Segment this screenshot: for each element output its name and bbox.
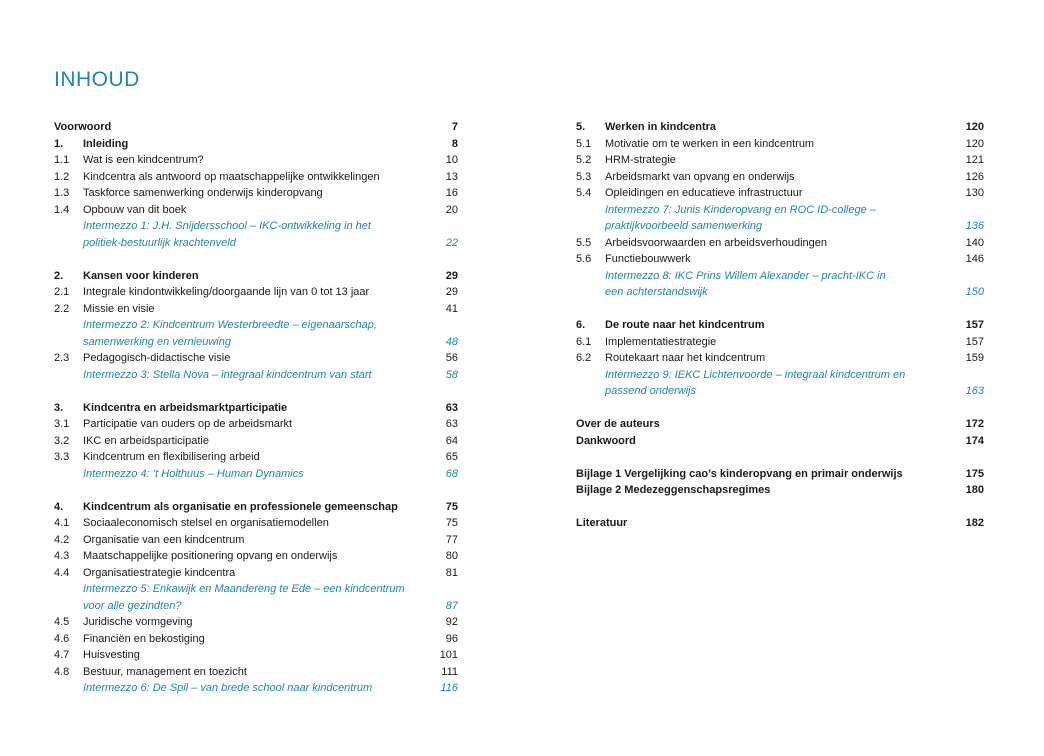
toc-section-entry <box>54 416 458 433</box>
toc-page-number: 29 <box>445 286 458 298</box>
toc-entry-number: 3. <box>54 401 64 414</box>
toc-entry-title: Juridische vormgeving <box>83 616 193 628</box>
toc-chapter-entry <box>576 119 984 136</box>
toc-entry-title: Intermezzo 5: Enkawijk en Maandereng te Ede – een kindcentrum <box>83 583 405 595</box>
toc-chapter-entry <box>576 317 984 334</box>
toc-entry-title: Maatschappelijke positionering opvang en onderwijs <box>83 550 338 562</box>
toc-page-number: 48 <box>445 335 458 348</box>
toc-entry-title: Dankwoord <box>576 434 636 447</box>
toc-page-number: 81 <box>445 566 458 579</box>
toc-entry-number: 6.1 <box>576 335 592 348</box>
toc-right-column <box>576 119 984 532</box>
toc-section-entry <box>54 664 458 681</box>
toc-entry-title: Bijlage 2 Medezeggenschapsregimes <box>576 484 771 496</box>
toc-entry-number: 1.1 <box>54 154 70 166</box>
toc-entry-number: 5.3 <box>576 170 592 183</box>
toc-entry-title: Intermezzo 2: Kindcentrum Westerbreedte – eigenaarschap, <box>83 319 377 331</box>
toc-entry-title: passend onderwijs <box>605 385 697 397</box>
toc-page-number: 101 <box>439 649 458 661</box>
toc-page-number: 182 <box>965 517 984 529</box>
toc-entry-title: De route naar het kindcentrum <box>605 319 765 331</box>
toc-entry-title: Bijlage 1 Vergelijking cao’s kinderopvang en primair onderwijs <box>576 467 903 480</box>
toc-intermezzo-line <box>576 218 984 235</box>
toc-intermezzo-line <box>576 268 984 285</box>
toc-page-number: 63 <box>445 401 458 414</box>
toc-page-number: 64 <box>445 434 458 447</box>
toc-section-entry <box>54 152 458 169</box>
toc-spacer <box>54 251 458 268</box>
toc-entry-title: voor alle gezindten? <box>83 599 182 612</box>
toc-entry-title: Taskforce samenwerking onderwijs kinderopvang <box>83 187 323 199</box>
toc-entry-title: Intermezzo 1: J.H. Snijdersschool – IKC-ontwikkeling in het <box>83 220 371 232</box>
toc-section-entry <box>54 565 458 582</box>
toc-page-number: 56 <box>445 352 458 364</box>
toc-entry-title: Intermezzo 3: Stella Nova – integraal kindcentrum van start <box>83 368 372 381</box>
toc-page-number: 121 <box>965 154 984 166</box>
toc-section-entry <box>54 515 458 532</box>
toc-section-entry <box>54 169 458 186</box>
toc-chapter-entry <box>54 400 458 417</box>
toc-page-number: 63 <box>445 418 458 430</box>
toc-lead-entry <box>576 433 984 450</box>
toc-entry-number: 1.2 <box>54 170 70 183</box>
toc-entry-title: Sociaaleconomisch stelsel en organisatiemodellen <box>83 517 329 529</box>
toc-page-number: 16 <box>445 187 458 199</box>
toc-entry-number: 4.8 <box>54 665 70 678</box>
toc-entry-number: 4.7 <box>54 649 70 661</box>
toc-entry-number: 3.1 <box>54 418 70 430</box>
toc-page-number: 29 <box>445 269 458 282</box>
toc-section-entry <box>576 169 984 186</box>
toc-section-entry <box>54 433 458 450</box>
toc-entry-title: Kindcentrum en flexibilisering arbeid <box>83 451 260 463</box>
toc-left-column <box>54 119 458 697</box>
toc-intermezzo-line <box>576 383 984 400</box>
toc-page-number: 146 <box>965 253 984 265</box>
toc-page-number: 58 <box>445 368 458 381</box>
toc-entry-number: 5. <box>576 121 586 133</box>
toc-section-entry <box>54 202 458 219</box>
toc-lead-entry <box>576 466 984 483</box>
toc-section-entry <box>54 532 458 549</box>
toc-chapter-entry <box>54 499 458 516</box>
toc-entry-title: Wat is een kindcentrum? <box>83 154 204 166</box>
toc-section-entry <box>576 136 984 153</box>
toc-page-number: 120 <box>965 137 984 150</box>
toc-entry-title: Voorwoord <box>54 121 112 133</box>
toc-page-number: 136 <box>965 220 984 232</box>
toc-section-entry <box>54 548 458 565</box>
toc-page-number: 20 <box>445 203 458 216</box>
toc-section-entry <box>54 301 458 318</box>
toc-page-number: 157 <box>965 335 984 348</box>
toc-entry-number: 2.1 <box>54 286 70 298</box>
toc-lead-entry <box>576 515 984 532</box>
toc-page-number: 10 <box>445 154 458 166</box>
toc-page-number: 8 <box>451 137 458 150</box>
toc-intermezzo-line <box>54 581 458 598</box>
toc-section-entry <box>54 449 458 466</box>
toc-entry-title: IKC en arbeidsparticipatie <box>83 434 209 447</box>
toc-entry-title: politiek-bestuurlijk krachtenveld <box>83 236 236 249</box>
toc-entry-title: Over de auteurs <box>576 418 660 430</box>
toc-section-entry <box>54 631 458 648</box>
toc-page-number: 157 <box>965 319 984 331</box>
toc-entry-number: 4.6 <box>54 632 70 645</box>
toc-entry-number: 5.6 <box>576 253 592 265</box>
toc-entry-title: Implementatiestrategie <box>605 335 717 348</box>
toc-entry-title: Kindcentra en arbeidsmarktparticipatie <box>83 401 288 414</box>
toc-entry-number: 2.2 <box>54 302 70 315</box>
toc-spacer <box>576 400 984 417</box>
toc-page-number: 175 <box>965 467 984 480</box>
toc-entry-title: praktijkvoorbeeld samenwerking <box>605 220 763 232</box>
toc-page-number: 22 <box>445 236 458 249</box>
toc-spacer <box>576 449 984 466</box>
toc-entry-number: 4.4 <box>54 566 70 579</box>
toc-lead-entry <box>54 119 458 136</box>
toc-entry-title: HRM-strategie <box>605 154 676 166</box>
toc-entry-title: Routekaart naar het kindcentrum <box>605 352 766 364</box>
toc-entry-title: Opbouw van dit boek <box>83 203 187 216</box>
toc-spacer <box>54 482 458 499</box>
toc-page-number: 172 <box>965 418 984 430</box>
toc-entry-title: Functiebouwwerk <box>605 253 691 265</box>
toc-intermezzo-line <box>576 284 984 301</box>
toc-page-number: 7 <box>451 121 458 133</box>
toc-entry-number: 5.2 <box>576 154 592 166</box>
toc-page-number: 80 <box>445 550 458 562</box>
toc-entry-title: Integrale kindontwikkeling/doorgaande lijn van 0 tot 13 jaar <box>83 286 370 298</box>
toc-chapter-entry <box>54 136 458 153</box>
toc-page-number: 111 <box>441 665 458 678</box>
toc-spacer <box>576 301 984 318</box>
toc-page-number: 65 <box>445 451 458 463</box>
toc-entry-number: 3.3 <box>54 451 70 463</box>
toc-page-number: 77 <box>445 533 458 546</box>
toc-lead-entry <box>576 416 984 433</box>
toc-entry-number: 6. <box>576 319 586 331</box>
toc-page-number: 75 <box>445 500 458 513</box>
toc-entry-title: Intermezzo 6: De Spil – van brede school naar kindcentrum <box>83 682 373 694</box>
toc-page-number: 96 <box>445 632 458 645</box>
toc-section-entry <box>576 152 984 169</box>
toc-page-number: 150 <box>965 286 984 298</box>
toc-page-number: 13 <box>445 170 458 183</box>
toc-entry-title: Kindcentrum als organisatie en professionele gemeenschap <box>83 500 398 513</box>
toc-entry-title: Arbeidsvoorwaarden en arbeidsverhoudingen <box>605 236 827 249</box>
toc-entry-title: Intermezzo 8: IKC Prins Willem Alexander – pracht-IKC in <box>605 269 886 282</box>
toc-entry-title: Arbeidsmarkt van opvang en onderwijs <box>605 170 795 183</box>
toc-intermezzo-line <box>54 598 458 615</box>
toc-entry-number: 4.3 <box>54 550 70 562</box>
toc-entry-title: Missie en visie <box>83 302 155 315</box>
toc-section-entry <box>54 284 458 301</box>
toc-section-entry <box>54 350 458 367</box>
toc-page-number: 68 <box>445 467 458 480</box>
toc-entry-title: Intermezzo 4: ’t Holthuus – Human Dynamics <box>83 467 304 480</box>
toc-page-number: 163 <box>965 385 984 397</box>
toc-page-number: 92 <box>445 616 458 628</box>
toc-intermezzo-line <box>54 334 458 351</box>
toc-page-number: 120 <box>965 121 984 133</box>
toc-section-entry <box>576 185 984 202</box>
toc-section-entry <box>54 647 458 664</box>
toc-entry-number: 4.2 <box>54 533 70 546</box>
toc-entry-number: 2.3 <box>54 352 70 364</box>
page-title: INHOUD <box>54 68 140 91</box>
toc-spacer <box>576 499 984 516</box>
toc-page-number: 75 <box>445 517 458 529</box>
toc-entry-title: Opleidingen en educatieve infrastructuur <box>605 187 803 199</box>
toc-section-entry <box>54 185 458 202</box>
toc-page-number: 130 <box>965 187 984 199</box>
toc-entry-title: een achterstandswijk <box>605 286 708 298</box>
toc-entry-number: 2. <box>54 269 64 282</box>
toc-entry-number: 3.2 <box>54 434 70 447</box>
toc-chapter-entry <box>54 268 458 285</box>
toc-intermezzo-line <box>54 235 458 252</box>
toc-entry-number: 4.5 <box>54 616 70 628</box>
toc-entry-number: 4.1 <box>54 517 70 529</box>
toc-entry-number: 1.3 <box>54 187 70 199</box>
toc-entry-title: Pedagogisch-didactische visie <box>83 352 231 364</box>
toc-intermezzo-line <box>54 317 458 334</box>
toc-section-entry <box>576 251 984 268</box>
toc-page-number: 159 <box>965 352 984 364</box>
toc-section-entry <box>54 614 458 631</box>
toc-intermezzo-line <box>54 218 458 235</box>
toc-entry-title: samenwerking en vernieuwing <box>83 335 231 348</box>
toc-page-number: 126 <box>965 170 984 183</box>
toc-entry-title: Organisatie van een kindcentrum <box>83 533 245 546</box>
toc-entry-title: Intermezzo 9: IEKC Lichtenvoorde – integraal kindcentrum en <box>605 368 906 381</box>
toc-entry-number: 5.5 <box>576 236 592 249</box>
toc-entry-number: 6.2 <box>576 352 592 364</box>
toc-page-number: 87 <box>445 599 458 612</box>
toc-entry-title: Werken in kindcentra <box>605 121 717 133</box>
toc-entry-title: Kansen voor kinderen <box>83 269 199 282</box>
toc-entry-title: Participatie van ouders op de arbeidsmarkt <box>83 418 293 430</box>
toc-entry-number: 1. <box>54 137 64 150</box>
toc-entry-number: 1.4 <box>54 203 70 216</box>
toc-section-entry <box>576 350 984 367</box>
toc-spacer <box>54 383 458 400</box>
toc-entry-number: 5.4 <box>576 187 592 199</box>
toc-page-number: 140 <box>965 236 984 249</box>
toc-page-number: 180 <box>965 484 984 496</box>
toc-entry-title: Organisatiestrategie kindcentra <box>83 566 236 579</box>
toc-intermezzo-line <box>54 367 458 384</box>
toc-entry-title: Intermezzo 7: Junis Kinderopvang en ROC ID-college – <box>605 203 876 216</box>
toc-entry-number: 5.1 <box>576 137 592 150</box>
toc-intermezzo-line <box>576 367 984 384</box>
toc-entry-title: Bestuur, management en toezicht <box>83 665 247 678</box>
toc-entry-title: Financiën en bekostiging <box>83 632 205 645</box>
toc-intermezzo-line <box>54 680 458 697</box>
toc-intermezzo-line <box>576 202 984 219</box>
toc-lead-entry <box>576 482 984 499</box>
toc-page-number: 174 <box>965 434 984 447</box>
toc-page-number: 116 <box>440 682 458 694</box>
toc-intermezzo-line <box>54 466 458 483</box>
toc-entry-title: Motivatie om te werken in een kindcentrum <box>605 137 815 150</box>
toc-entry-number: 4. <box>54 500 64 513</box>
toc-section-entry <box>576 334 984 351</box>
toc-section-entry <box>576 235 984 252</box>
toc-entry-title: Inleiding <box>83 137 129 150</box>
toc-entry-title: Huisvesting <box>83 649 140 661</box>
toc-page-number: 41 <box>445 302 458 315</box>
toc-entry-title: Kindcentra als antwoord op maatschappelijke ontwikkelingen <box>83 170 380 183</box>
toc-entry-title: Literatuur <box>576 517 628 529</box>
